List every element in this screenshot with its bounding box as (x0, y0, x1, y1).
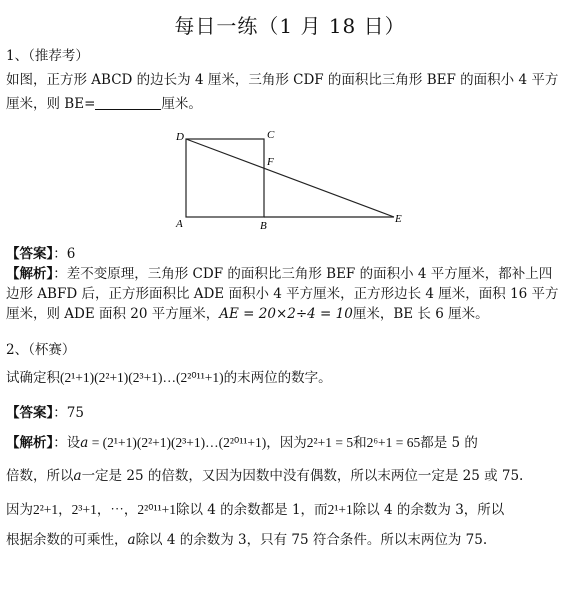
label-a: A (176, 218, 183, 230)
q2-answer (6, 403, 84, 423)
variable-a: a (127, 532, 136, 548)
product-expression: = (2¹+1)(2²+1)(2³+1)…(2²⁰¹¹+1) (88, 435, 267, 450)
analysis-text: 除以 4 的余数为 3，所以 (352, 502, 505, 518)
answer-value: ：6 (53, 246, 76, 262)
math-expression: AE = 20×2÷4 = 10 (219, 306, 353, 322)
variable-a: a (73, 468, 82, 484)
answer-label: 【答案】 (6, 405, 54, 421)
q2-text (6, 368, 332, 388)
variable-a: a (80, 435, 89, 451)
analysis-text: 都是 5 的 (420, 435, 478, 451)
analysis-text: 除以 4 的余数为 3，只有 75 符合条件。所以末两位为 75. (135, 532, 488, 548)
label-f: F (267, 156, 274, 168)
analysis-text: 厘米，BE 长 6 厘米。 (352, 306, 489, 322)
analysis-text: 一定是 25 的倍数，又因为因数中没有偶数，所以末两位一定是 25 或 75. (81, 468, 524, 484)
math-expression: 2²+1 = 5 (306, 435, 354, 450)
q1-text-line1: 如图，正方形 ABCD 的边长为 4 厘米，三角形 CDF 的面积比三角形 BEF 的面积小 4 平方 (6, 72, 559, 88)
analysis-text: ：设 (53, 435, 81, 451)
page-title: 每日一练（1 月 18 日） (174, 14, 406, 38)
label-e: E (395, 213, 402, 225)
q1-text-line2-start: 厘米，则 BE= (6, 96, 96, 112)
product-expression: (2¹+1)(2²+1)(2³+1)…(2²⁰¹¹+1) (60, 370, 224, 385)
analysis-text: 倍数，所以 (6, 468, 74, 484)
analysis-text: 因为 (6, 502, 33, 518)
segment-de (186, 139, 394, 217)
analysis-text: 厘米，则 ADE 面积 20 平方厘米， (6, 306, 220, 322)
analysis-text: ，因为 (266, 435, 307, 451)
q1-answer (6, 244, 75, 264)
q1-analysis-line2: 边形 ABFD 后，正方形面积比 ADE 面积小 4 平方厘米，正方形边长 4 厘米，面积 16 平方 (6, 286, 559, 302)
q2-text-start: 试确定积 (6, 370, 60, 386)
q2-analysis-line4 (6, 530, 487, 550)
math-expression: 2¹+1 (327, 502, 353, 517)
math-expression: 2⁶+1 = 65 (366, 435, 421, 450)
math-expression: 2²+1，2³+1，⋯，2²⁰¹¹+1 (33, 502, 176, 517)
q1-analysis-line1 (6, 264, 552, 284)
label-c: C (267, 129, 275, 141)
q1-analysis-line3 (6, 304, 489, 324)
analysis-label: 【解析】 (6, 266, 54, 282)
q2-analysis-line1 (6, 433, 478, 453)
analysis-text: 根据余数的可乘性， (6, 532, 128, 548)
analysis-text: ：差不变原理，三角形 CDF 的面积比三角形 BEF 的面积小 4 平方厘米，都补上四 (53, 266, 553, 282)
square-abcd (186, 139, 264, 217)
q1-heading: 1、（推荐考） (6, 48, 89, 64)
q1-text-line2-end: 厘米。 (161, 96, 202, 112)
q2-analysis-line3 (6, 500, 504, 520)
analysis-text: 和 (353, 435, 367, 451)
q2-heading: 2、（杯赛） (6, 342, 76, 358)
q2-text-end: 的末两位的数字。 (223, 370, 332, 386)
answer-value: ：75 (53, 405, 84, 421)
analysis-label: 【解析】 (6, 435, 54, 451)
answer-label: 【答案】 (6, 246, 54, 262)
label-d: D (176, 131, 184, 143)
label-b: B (260, 220, 267, 232)
analysis-text: 除以 4 的余数都是 1，而 (176, 502, 328, 518)
q2-analysis-line2 (6, 466, 523, 486)
